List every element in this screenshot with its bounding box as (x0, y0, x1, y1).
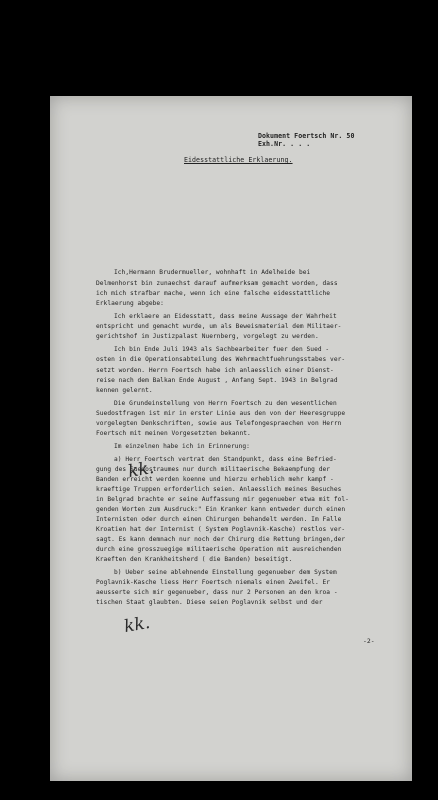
body-text-line: Ich,Hermann Brudermueller, wohnhaft in Adelheide bei (114, 269, 311, 276)
body-text-line: Internisten oder durch einen Chirurgen behandelt werden. Im Falle (96, 516, 342, 523)
body-text-line: genden Worten zum Ausdruck:" Ein Kranker kann entweder durch einen (96, 506, 346, 513)
body-text-line: Poglavnik-Kasche liess Herr Foertsch niemals einen Zweifel. Er (96, 579, 331, 586)
body-text-line: b) Ueber seine ablehnende Einstellung gegenueber dem System (114, 569, 337, 576)
body-text-line: Ich erklaere an Eidesstatt, dass meine Aussage der Wahrheit (114, 313, 337, 320)
body-text-line: Kraeften den Krankheitsherd ( die Banden) beseitigt. (96, 556, 293, 563)
document-title: Eidesstattliche Erklaerung. (184, 156, 293, 164)
body-text-line: Erklaerung abgebe: (96, 300, 164, 307)
body-text-line: Im einzelnen habe ich in Erinnerung: (114, 443, 250, 450)
document-number: Dokument Foertsch Nr. 50 (258, 132, 355, 140)
body-text-line: Foertsch mit meinen Vorgesetzten bekannt. (96, 430, 251, 437)
body-text-line: entspricht und gemacht wurde, um als Beweismaterial dem Militaer- (96, 323, 342, 330)
body-text-line: setzt worden. Herrn Foertsch habe ich anlaesslich einer Dienst- (96, 367, 334, 374)
margin-initials-mark: kk. (122, 612, 152, 638)
body-text-line: sagt. Es kann demnach nur noch der Chirurg die Rettung bringen,der (96, 536, 346, 543)
page-number: -2- (363, 637, 375, 645)
body-text-line: tischen Staat glaubten. Diese seien Poglavnik selbst und der (96, 599, 323, 606)
document-page (50, 96, 412, 781)
body-text-line: kraeftige Truppen erforderlich seien. Anlaesslich meines Besuches (96, 486, 342, 493)
body-text-line: Die Grundeinstellung von Herrn Foertsch zu den wesentlichen (114, 400, 337, 407)
body-text-line: gerichtshof im Justizpalast Nuernberg, vorgelegt zu werden. (96, 333, 319, 340)
body-text-line: ich mich strafbar mache, wenn ich eine falsche eidesstattliche (96, 290, 331, 297)
body-text-line: kennen gelernt. (96, 387, 153, 394)
body-text-line: vorgelegten Denkschriften, sowie aus Telefongespraechen von Herrn (96, 420, 342, 427)
body-text-line: a) Herr Foertsch vertrat den Standpunkt, dass eine Befried- (114, 456, 337, 463)
body-text-line: aeusserte sich mir gegenueber, dass nur 2 Personen an den kroa - (96, 589, 338, 596)
body-text-line: Delmenhorst bin zunaechst darauf aufmerksam gemacht worden, dass (96, 280, 338, 287)
body-text-line: reise nach dem Balkan Ende August , Anfang Sept. 1943 in Belgrad (96, 377, 338, 384)
body-text-line: Kroatien hat der Internist ( System Poglavnik-Kasche) restlos ver- (96, 526, 346, 533)
body-text-line: in Belgrad brachte er seine Auffassung mir gegenueber etwa mit fol- (96, 496, 349, 503)
body-text-line: Suedostfragen ist mir in erster Linie aus den von der Heeresgruppe (96, 410, 346, 417)
body-text-line: Ich bin Ende Juli 1943 als Sachbearbeiter fuer den Sued - (114, 346, 330, 353)
body-text-line: gung des Suedostraumes nur durch militaerische Bekaempfung der (96, 466, 331, 473)
body-text-line: durch eine grosszuegige militaerische Operation mit ausreichenden (96, 546, 342, 553)
body-text-line: osten in die Operationsabteilung des Wehrmachtfuehrungsstabes ver- (96, 356, 346, 363)
body-text-line: Banden erreicht werden koenne und hierzu erheblich mehr kampf - (96, 476, 334, 483)
exhibit-number: Exh.Nr. . . . (258, 140, 311, 148)
margin-initials-mark: kk. (126, 457, 156, 483)
